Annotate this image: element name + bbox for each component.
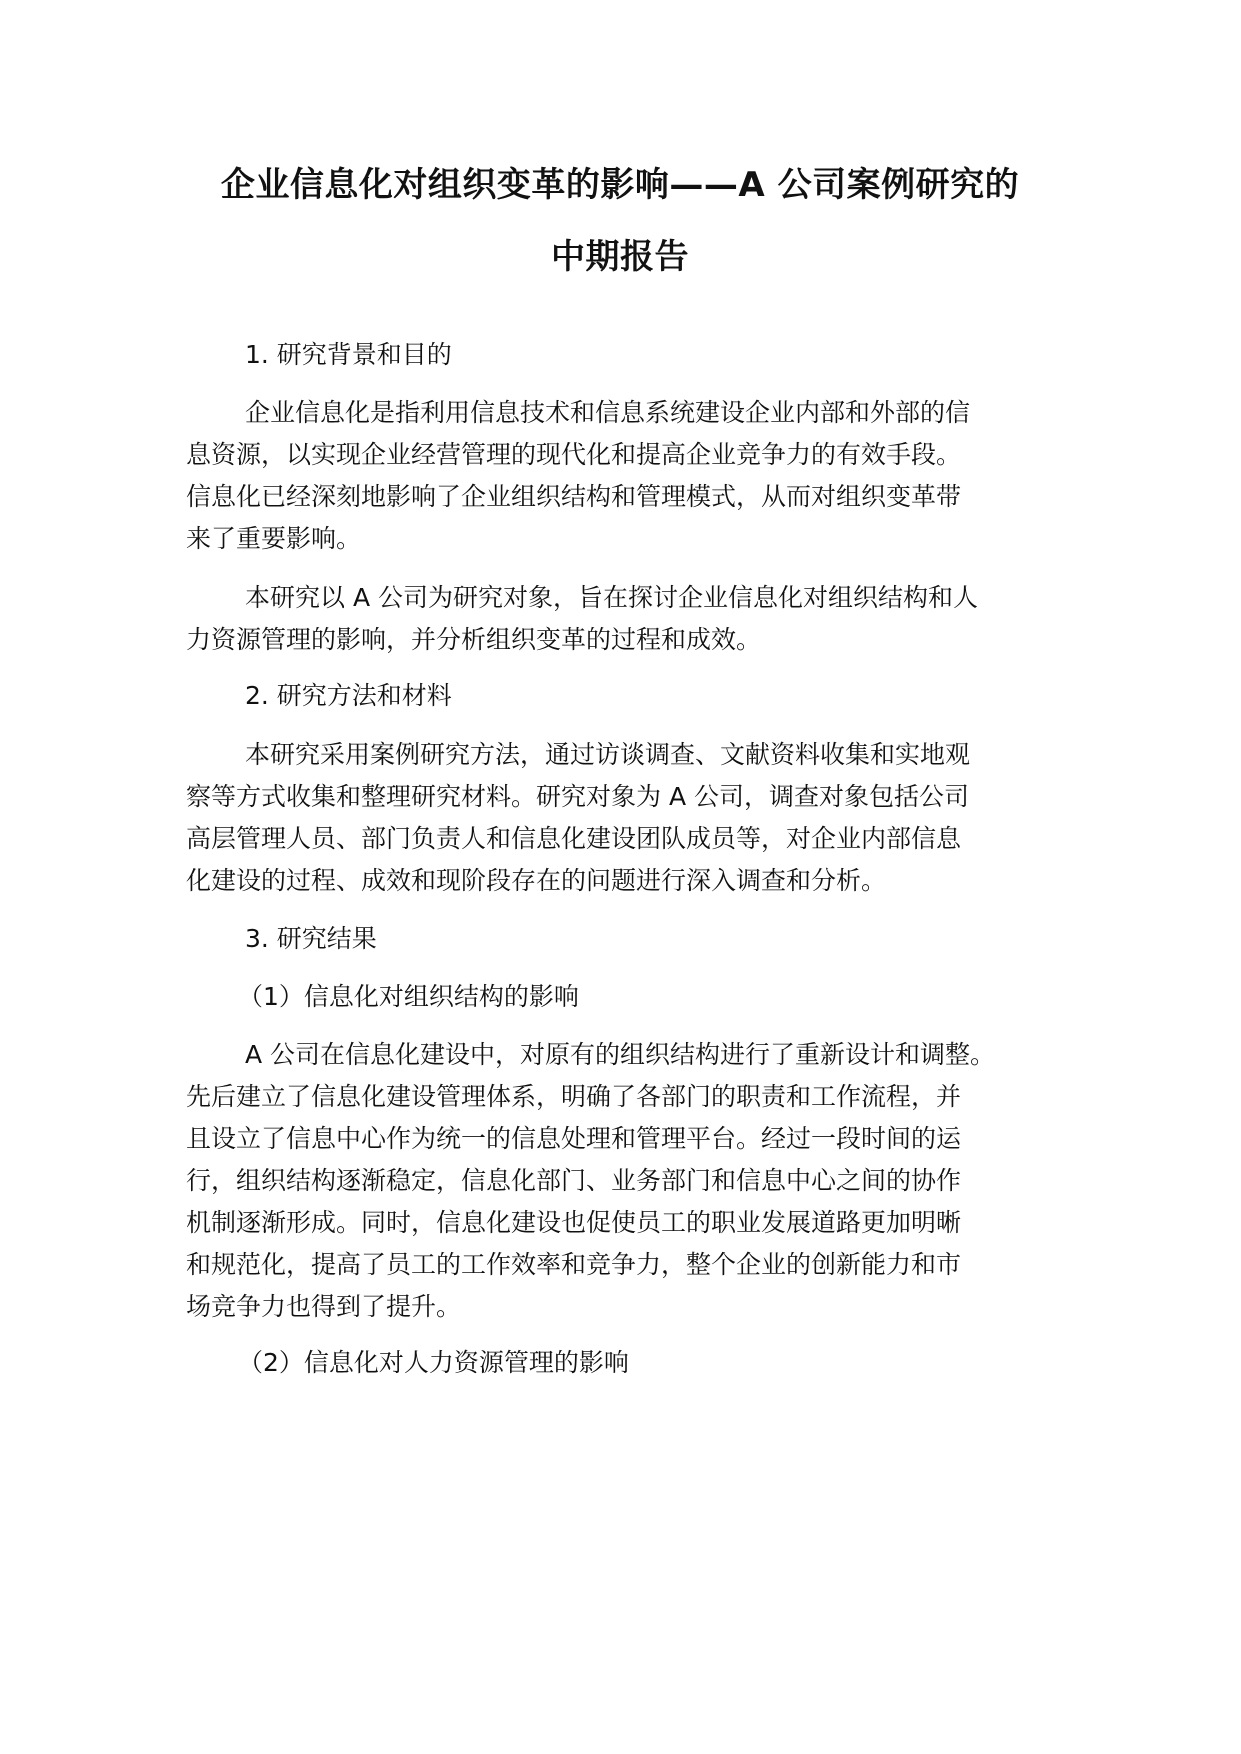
section-3-sub-1-para-line: 且设立了信息中心作为统一的信息处理和管理平台。经过一段时间的运 [186, 1124, 962, 1153]
section-2-para-1-line: 化建设的过程、成效和现阶段存在的问题进行深入调查和分析。 [186, 866, 887, 895]
section-3-sub-2-heading: （2）信息化对人力资源管理的影响 [238, 1348, 629, 1377]
section-3-sub-1-para-line: 先后建立了信息化建设管理体系，明确了各部门的职责和工作流程，并 [186, 1082, 962, 1111]
section-3-sub-1-para-line: 机制逐渐形成。同时，信息化建设也促使员工的职业发展道路更加明晰 [186, 1208, 962, 1237]
section-1-heading: 1. 研究背景和目的 [245, 340, 452, 369]
section-3-sub-1-para-line: 场竞争力也得到了提升。 [186, 1292, 462, 1321]
section-3-sub-1-heading: （1）信息化对组织结构的影响 [238, 982, 579, 1011]
section-3-sub-1-para-line: 和规范化，提高了员工的工作效率和竞争力，整个企业的创新能力和市 [186, 1250, 962, 1279]
section-3-sub-1-para-line: A 公司在信息化建设中，对原有的组织结构进行了重新设计和调整。 [245, 1040, 996, 1069]
section-2-para-1-line: 本研究采用案例研究方法，通过访谈调查、文献资料收集和实地观 [245, 740, 971, 769]
section-1-para-1-line: 信息化已经深刻地影响了企业组织结构和管理模式，从而对组织变革带 [186, 482, 962, 511]
document-title-line-1: 企业信息化对组织变革的影响——A 公司案例研究的 [220, 165, 1020, 205]
section-2-heading: 2. 研究方法和材料 [245, 681, 452, 710]
section-1-para-1-line: 息资源，以实现企业经营管理的现代化和提高企业竞争力的有效手段。 [186, 440, 962, 469]
section-2-para-1-line: 高层管理人员、部门负责人和信息化建设团队成员等，对企业内部信息 [186, 824, 962, 853]
section-1-para-1-line: 企业信息化是指利用信息技术和信息系统建设企业内部和外部的信 [245, 398, 971, 427]
section-2-para-1-line: 察等方式收集和整理研究材料。研究对象为 A 公司，调查对象包括公司 [186, 782, 969, 811]
section-3-sub-1-para-line: 行，组织结构逐渐稳定，信息化部门、业务部门和信息中心之间的协作 [186, 1166, 962, 1195]
section-3-heading: 3. 研究结果 [245, 924, 377, 953]
document-title-line-2: 中期报告 [551, 237, 689, 277]
section-1-para-2-line: 本研究以 A 公司为研究对象，旨在探讨企业信息化对组织结构和人 [245, 583, 978, 612]
section-1-para-2-line: 力资源管理的影响，并分析组织变革的过程和成效。 [186, 625, 762, 654]
section-1-para-1-line: 来了重要影响。 [186, 524, 362, 553]
